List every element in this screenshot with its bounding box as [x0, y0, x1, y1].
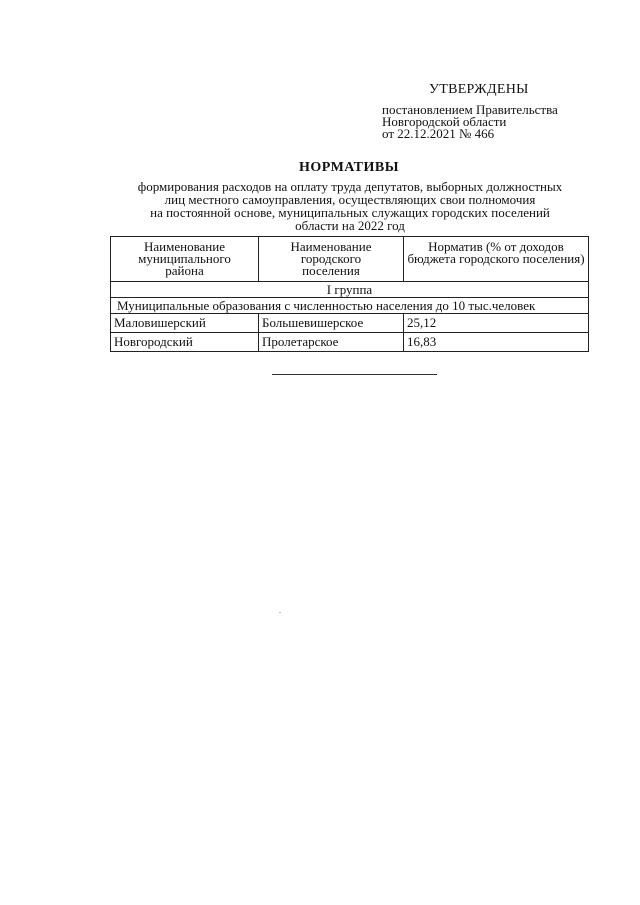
table-group-row [111, 282, 589, 298]
document-subtitle [110, 180, 590, 232]
row-district: Новгородский [111, 333, 259, 352]
end-separator-line [272, 374, 437, 375]
header-norm: Норматив (% от доходов бюджета городского поселения) [404, 237, 589, 282]
norms-table [110, 236, 589, 352]
row-norm: 16,83 [404, 333, 589, 352]
header-settlement: Наименование городского поселения [259, 237, 404, 282]
approval-title: УТВЕРЖДЕНЫ [429, 82, 529, 97]
row-norm: 25,12 [404, 314, 589, 333]
subtitle-line-1: формирования расходов на оплату труда депутатов, выборных должностных [137, 179, 563, 194]
row-district: Маловишерский [111, 314, 259, 333]
group-label: I группа [111, 282, 589, 298]
subtitle-line-2: лиц местного самоуправления, осуществляющих свои полномочия [164, 192, 536, 207]
table-group-description-row [111, 298, 589, 314]
header-district: Наименование муниципального района [111, 237, 259, 282]
subtitle-line-4: области на 2022 год [295, 218, 405, 233]
scan-speck [279, 612, 281, 613]
approval-line-1: постановлением Правительства [382, 102, 558, 117]
approval-line-2: Новгородской области [382, 114, 507, 129]
group-description: Муниципальные образования с численностью населения до 10 тыс.человек [111, 298, 589, 314]
subtitle-line-3: на постоянной основе, муниципальных служащих городских поселений [150, 205, 550, 220]
table-header-row [111, 237, 589, 282]
row-settlement: Большевишерское [259, 314, 404, 333]
row-settlement: Пролетарское [259, 333, 404, 352]
approval-line-3: от 22.12.2021 № 466 [382, 126, 495, 141]
table-row [111, 314, 589, 333]
table-row [111, 333, 589, 352]
document-title: НОРМАТИВЫ [299, 160, 399, 175]
